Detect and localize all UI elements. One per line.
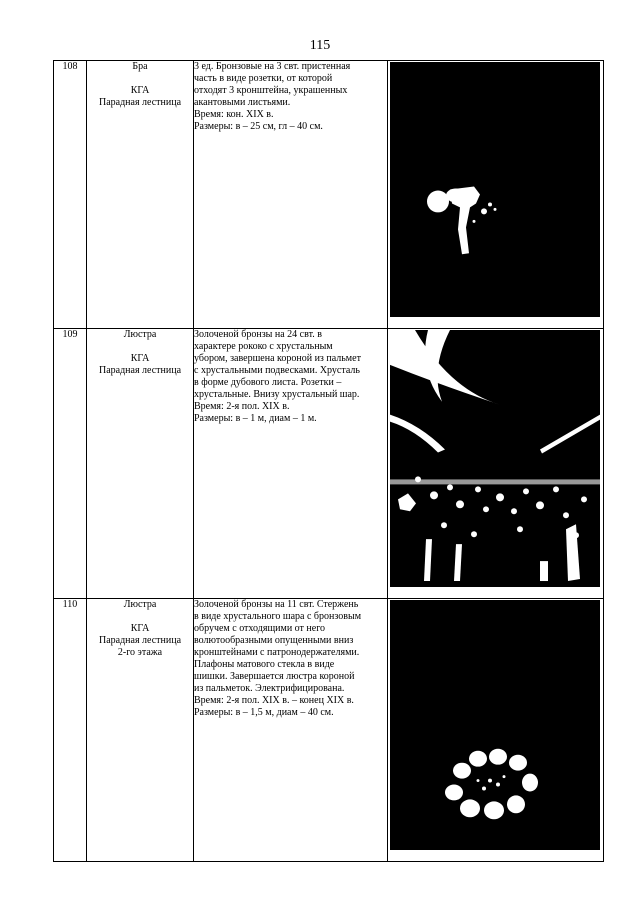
description-line: отходят 3 кронштейна, украшенных xyxy=(194,85,348,96)
item-name-cell xyxy=(87,329,194,599)
description-line: хрустальные. Внизу хрустальный шар. xyxy=(194,389,360,400)
description-line: акантовыми листьями. xyxy=(194,97,291,108)
description-line: убором, завершена короной из пальмет xyxy=(194,353,361,364)
description-line: обручем с отходящими от него xyxy=(194,623,326,634)
item-name: Бра xyxy=(132,61,148,72)
description-line: в форме дубового листа. Розетки – xyxy=(194,377,342,388)
description-line: Золоченой бронзы на 24 свт. в xyxy=(194,329,322,340)
description-line: Размеры: в – 25 см, гл – 40 см. xyxy=(194,121,323,132)
table-row xyxy=(54,61,604,329)
description-line: часть в виде розетки, от которой xyxy=(194,73,333,84)
description-line: Золоченой бронзы на 11 свт. Стержень xyxy=(194,599,359,610)
item-location-detail: Парадная лестница xyxy=(98,365,182,376)
description-line: Время: кон. XIX в. xyxy=(194,109,274,120)
item-location: КГА xyxy=(130,85,150,96)
description-line: Размеры: в – 1,5 м, диам – 40 см. xyxy=(194,707,334,718)
item-location: КГА xyxy=(130,623,150,634)
description-line: характере рококо с хрустальным xyxy=(194,341,333,352)
description-line: с хрустальными подвесками. Хрусталь xyxy=(194,365,360,376)
table-row xyxy=(54,329,604,599)
description-line: волютообразными опущенными вниз xyxy=(194,635,354,646)
item-photo-cell xyxy=(388,61,604,329)
page-number: 115 xyxy=(309,38,331,53)
item-photo-cell xyxy=(388,599,604,862)
item-photo-cell xyxy=(388,329,604,599)
item-description xyxy=(194,329,388,599)
item-description xyxy=(194,599,388,862)
description-line: 3 ед. Бронзовые на 3 свт. пристенная xyxy=(194,61,351,72)
item-number: 108 xyxy=(54,61,87,329)
description-line: шишки. Завершается люстра короной xyxy=(194,671,355,682)
item-location-floor: 2-го этажа xyxy=(117,647,163,658)
sconce-photo xyxy=(390,62,600,317)
item-name-cell xyxy=(87,599,194,862)
item-number: 109 xyxy=(54,329,87,599)
item-name: Люстра xyxy=(123,329,157,340)
description-line: Плафоны матового стекла в виде xyxy=(194,659,335,670)
item-name: Люстра xyxy=(123,599,157,610)
chandelier-photo xyxy=(390,330,600,587)
description-line: в виде хрустального шара с бронзовым xyxy=(194,611,362,622)
description-line: Время: 2-я пол. XIX в. – конец XIX в. xyxy=(194,695,354,706)
inventory-table xyxy=(53,60,604,862)
chandelier-photo xyxy=(390,600,600,850)
description-line: кронштейнами с патронодержателями. xyxy=(194,647,360,658)
item-location-detail: Парадная лестница xyxy=(98,97,182,108)
item-description xyxy=(194,61,388,329)
item-name-cell xyxy=(87,61,194,329)
item-number: 110 xyxy=(54,599,87,862)
item-location-detail: Парадная лестница xyxy=(98,635,182,646)
item-location: КГА xyxy=(130,353,150,364)
description-line: из пальметок. Электрифицирована. xyxy=(194,683,345,694)
description-line: Время: 2-я пол. XIX в. xyxy=(194,401,290,412)
table-row xyxy=(54,599,604,862)
description-line: Размеры: в – 1 м, диам – 1 м. xyxy=(194,413,317,424)
